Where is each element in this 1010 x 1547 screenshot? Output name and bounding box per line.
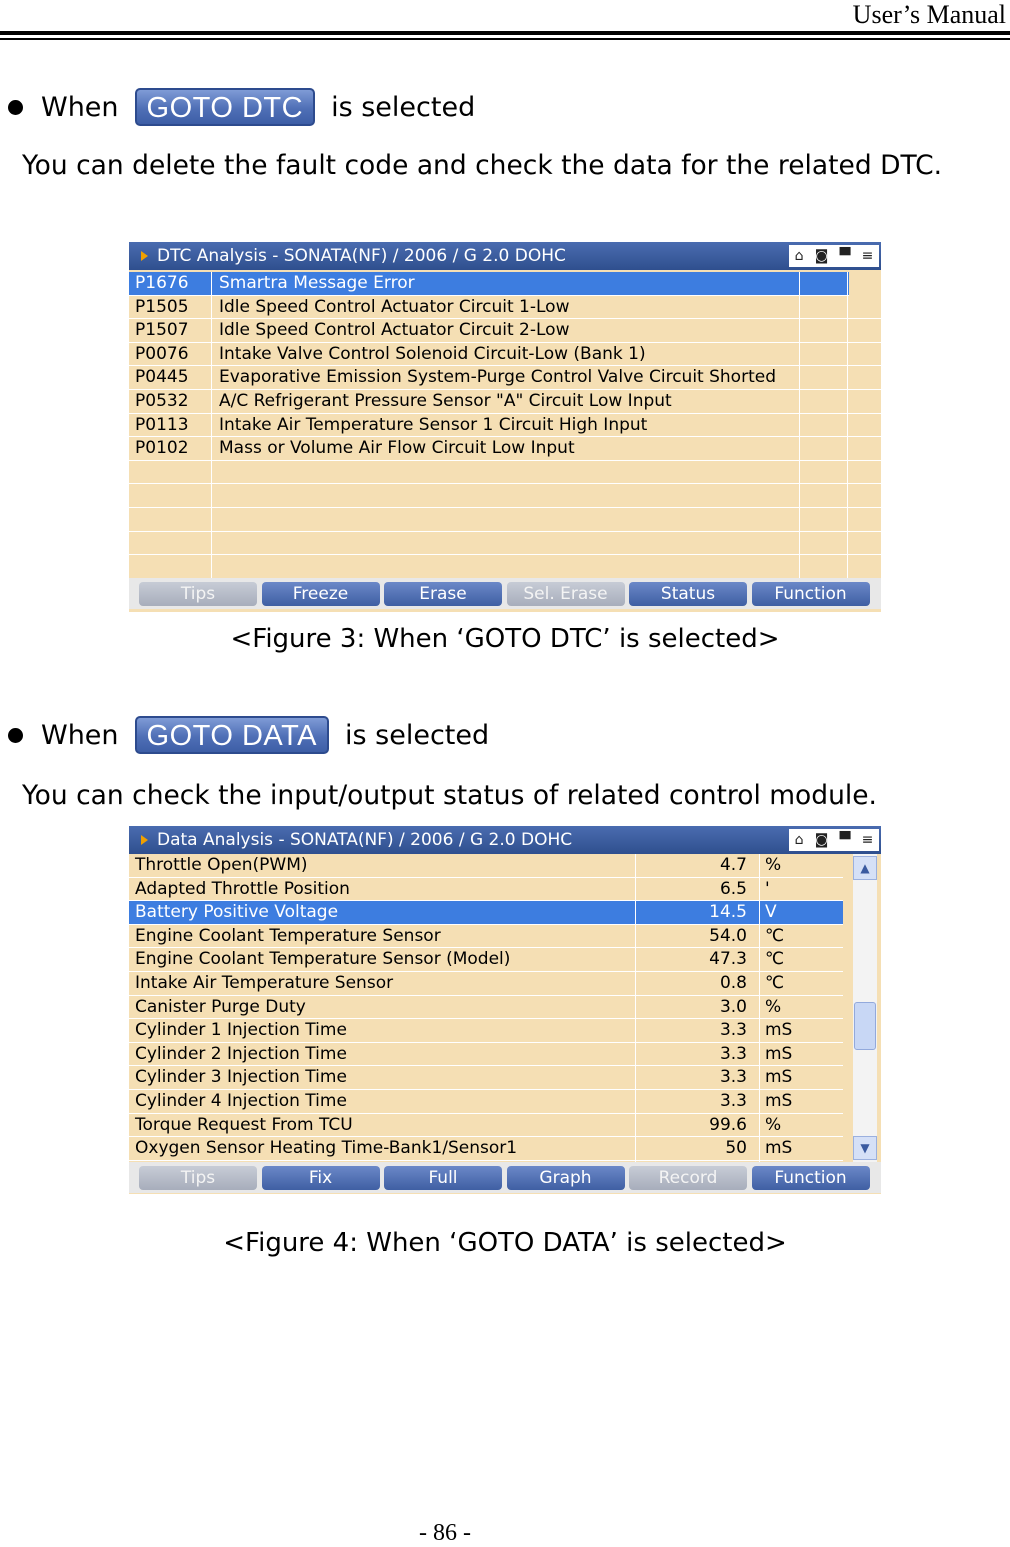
data-row[interactable] xyxy=(129,1019,843,1043)
manual-header-title: User’s Manual xyxy=(852,0,1006,29)
camera-icon[interactable]: ◙ xyxy=(814,832,829,848)
data-row[interactable] xyxy=(129,1066,843,1090)
dtc-code: P1505 xyxy=(135,296,189,317)
dtc-freeze-button[interactable]: Freeze xyxy=(262,582,380,606)
data-row[interactable] xyxy=(129,1043,843,1067)
dtc-description: Idle Speed Control Actuator Circuit 1-Low xyxy=(219,296,570,317)
parameter-name: Canister Purge Duty xyxy=(135,996,306,1017)
goto-data-description: You can check the input/output status of related control module. xyxy=(22,780,877,811)
figure4-caption: <Figure 4: When ‘GOTO DATA’ is selected> xyxy=(223,1228,787,1258)
home-icon[interactable]: ⌂ xyxy=(794,248,804,264)
parameter-unit: mS xyxy=(765,1067,793,1088)
data-graph-button[interactable]: Graph xyxy=(507,1166,625,1190)
column-divider xyxy=(847,272,848,578)
dtc-row[interactable] xyxy=(129,414,881,438)
dtc-row[interactable] xyxy=(129,366,881,390)
dtc-description: Intake Valve Control Solenoid Circuit-Low (Bank 1) xyxy=(219,343,646,364)
data-list xyxy=(129,854,881,1162)
parameter-unit: mS xyxy=(765,1043,793,1064)
parameter-name: Oxygen Sensor Heating Time-Bank1/Sensor1 xyxy=(135,1138,518,1159)
dtc-function-button[interactable]: Function xyxy=(752,582,870,606)
camera-icon[interactable]: ◙ xyxy=(814,248,829,264)
dtc-row[interactable] xyxy=(129,390,881,414)
dtc-row[interactable] xyxy=(129,343,881,367)
data-tips-button[interactable]: Tips xyxy=(139,1166,257,1190)
data-panel-titlebar xyxy=(129,826,881,854)
data-row[interactable] xyxy=(129,972,843,996)
parameter-unit: % xyxy=(765,996,782,1017)
dtc-row[interactable] xyxy=(129,484,881,508)
bullet-icon xyxy=(8,100,23,115)
dtc-code: P0113 xyxy=(135,414,189,435)
menu-icon[interactable]: ≡ xyxy=(861,832,874,848)
parameter-value: 47.3 xyxy=(709,949,747,970)
dtc-row[interactable] xyxy=(129,319,881,343)
title-icon-group xyxy=(789,829,879,851)
parameter-name: Adapted Throttle Position xyxy=(135,878,350,899)
arrow-right-icon xyxy=(141,835,148,845)
dtc-row[interactable] xyxy=(129,461,881,485)
parameter-value: 50 xyxy=(725,1138,747,1159)
bullet-icon xyxy=(8,728,23,743)
dtc-row[interactable] xyxy=(129,296,881,320)
parameter-name: Cylinder 3 Injection Time xyxy=(135,1067,347,1088)
when-label: When xyxy=(41,91,119,123)
data-row[interactable] xyxy=(129,925,843,949)
is-selected-label: is selected xyxy=(345,719,490,751)
dtc-code: P0532 xyxy=(135,391,189,411)
scroll-down-icon[interactable]: ▼ xyxy=(853,1136,877,1160)
column-divider xyxy=(759,854,760,1162)
parameter-name: Engine Coolant Temperature Sensor (Model) xyxy=(135,949,511,970)
data-panel-title: Data Analysis - SONATA(NF) / 2006 / G 2.0 DOHC xyxy=(157,830,573,850)
dtc-button-bar xyxy=(129,578,881,609)
header-rule-thick xyxy=(0,31,1010,35)
parameter-unit: ℃ xyxy=(765,973,785,993)
dtc-tips-button[interactable]: Tips xyxy=(139,582,257,606)
data-full-button[interactable]: Full xyxy=(384,1166,502,1190)
menu-icon[interactable]: ≡ xyxy=(861,248,874,264)
parameter-value: 3.3 xyxy=(719,1067,747,1088)
parameter-unit: V xyxy=(765,902,777,923)
dtc-row[interactable] xyxy=(129,272,849,296)
title-icon-group xyxy=(789,245,879,267)
goto-data-button[interactable]: GOTO DATA xyxy=(135,716,329,754)
dtc-code: P0102 xyxy=(135,438,189,459)
arrow-right-icon xyxy=(141,251,148,261)
parameter-value: 3.3 xyxy=(719,1043,747,1064)
data-row[interactable] xyxy=(129,1090,843,1114)
dtc-code: P0076 xyxy=(135,343,189,364)
dtc-description: A/C Refrigerant Pressure Sensor "A" Circuit Low Input xyxy=(219,391,672,411)
data-row[interactable] xyxy=(129,948,843,972)
parameter-value: 6.5 xyxy=(719,878,747,899)
dtc-row[interactable] xyxy=(129,508,881,532)
dtc-code: P0445 xyxy=(135,367,189,388)
parameter-value: 3.3 xyxy=(719,1020,747,1041)
parameter-unit: mS xyxy=(765,1091,793,1111)
parameter-unit: % xyxy=(765,1114,782,1135)
parameter-name: Engine Coolant Temperature Sensor xyxy=(135,925,441,946)
dtc-description: Intake Air Temperature Sensor 1 Circuit High Input xyxy=(219,414,648,435)
parameter-unit: mS xyxy=(765,1020,793,1041)
parameter-value: 4.7 xyxy=(719,855,747,875)
dtc-row[interactable] xyxy=(129,532,881,556)
parameter-unit: % xyxy=(765,855,782,875)
data-scrollbar[interactable] xyxy=(853,854,877,1162)
dtc-code: P1507 xyxy=(135,320,189,341)
data-row[interactable] xyxy=(129,1137,843,1161)
data-row[interactable] xyxy=(129,996,843,1020)
goto-dtc-bullet xyxy=(8,88,475,126)
scroll-up-icon[interactable]: ▲ xyxy=(853,856,877,880)
parameter-name: Battery Positive Voltage xyxy=(135,902,339,923)
when-label: When xyxy=(41,719,119,751)
data-analysis-panel xyxy=(129,826,881,1194)
dtc-code: P1676 xyxy=(135,273,189,293)
figure3-caption: <Figure 3: When ‘GOTO DTC’ is selected> xyxy=(230,624,780,654)
column-divider xyxy=(635,854,636,1162)
goto-data-bullet xyxy=(8,716,489,754)
parameter-value: 54.0 xyxy=(709,925,747,946)
data-row[interactable] xyxy=(129,901,843,925)
data-record-button[interactable]: Record xyxy=(629,1166,747,1190)
column-divider xyxy=(799,272,800,578)
data-fix-button[interactable]: Fix xyxy=(262,1166,380,1190)
dtc-analysis-panel xyxy=(129,242,881,612)
parameter-unit: mS xyxy=(765,1138,793,1159)
dtc-description: Idle Speed Control Actuator Circuit 2-Low xyxy=(219,320,570,341)
car-icon[interactable]: ▀ xyxy=(839,248,851,264)
parameter-value: 3.0 xyxy=(719,996,747,1017)
header-rule-thin xyxy=(0,38,1010,40)
column-divider xyxy=(211,272,212,578)
goto-dtc-button[interactable]: GOTO DTC xyxy=(135,88,316,126)
car-icon[interactable]: ▀ xyxy=(839,832,851,848)
scroll-thumb[interactable] xyxy=(854,1002,876,1050)
dtc-description: Smartra Message Error xyxy=(219,273,415,293)
dtc-description: Mass or Volume Air Flow Circuit Low Input xyxy=(219,438,575,459)
parameter-name: Throttle Open(PWM) xyxy=(135,855,308,875)
parameter-unit: ' xyxy=(765,878,770,899)
dtc-panel-titlebar xyxy=(129,242,881,270)
data-row[interactable] xyxy=(129,1114,843,1138)
parameter-value: 0.8 xyxy=(719,973,747,993)
home-icon[interactable]: ⌂ xyxy=(794,832,804,848)
dtc-list xyxy=(129,272,881,578)
dtc-sel-erase-button[interactable]: Sel. Erase xyxy=(507,582,625,606)
parameter-unit: ℃ xyxy=(765,949,785,970)
parameter-unit: ℃ xyxy=(765,925,785,946)
parameter-value: 14.5 xyxy=(709,902,747,923)
parameter-name: Intake Air Temperature Sensor xyxy=(135,973,394,993)
data-row[interactable] xyxy=(129,878,843,902)
goto-dtc-description: You can delete the fault code and check the data for the related DTC. xyxy=(22,150,943,181)
parameter-name: Cylinder 1 Injection Time xyxy=(135,1020,347,1041)
parameter-name: Cylinder 4 Injection Time xyxy=(135,1091,347,1111)
dtc-erase-button[interactable]: Erase xyxy=(384,582,502,606)
parameter-value: 3.3 xyxy=(719,1091,747,1111)
dtc-panel-title: DTC Analysis - SONATA(NF) / 2006 / G 2.0 DOHC xyxy=(157,246,566,266)
page-number: - 86 - xyxy=(419,1520,471,1546)
dtc-description: Evaporative Emission System-Purge Control Valve Circuit Shorted xyxy=(219,367,776,388)
is-selected-label: is selected xyxy=(331,91,476,123)
data-button-bar xyxy=(129,1162,881,1193)
data-row[interactable] xyxy=(129,854,843,878)
parameter-value: 99.6 xyxy=(709,1114,747,1135)
parameter-name: Torque Request From TCU xyxy=(135,1114,353,1135)
dtc-status-button[interactable]: Status xyxy=(629,582,747,606)
data-function-button[interactable]: Function xyxy=(752,1166,870,1190)
dtc-row[interactable] xyxy=(129,437,881,461)
parameter-name: Cylinder 2 Injection Time xyxy=(135,1043,347,1064)
